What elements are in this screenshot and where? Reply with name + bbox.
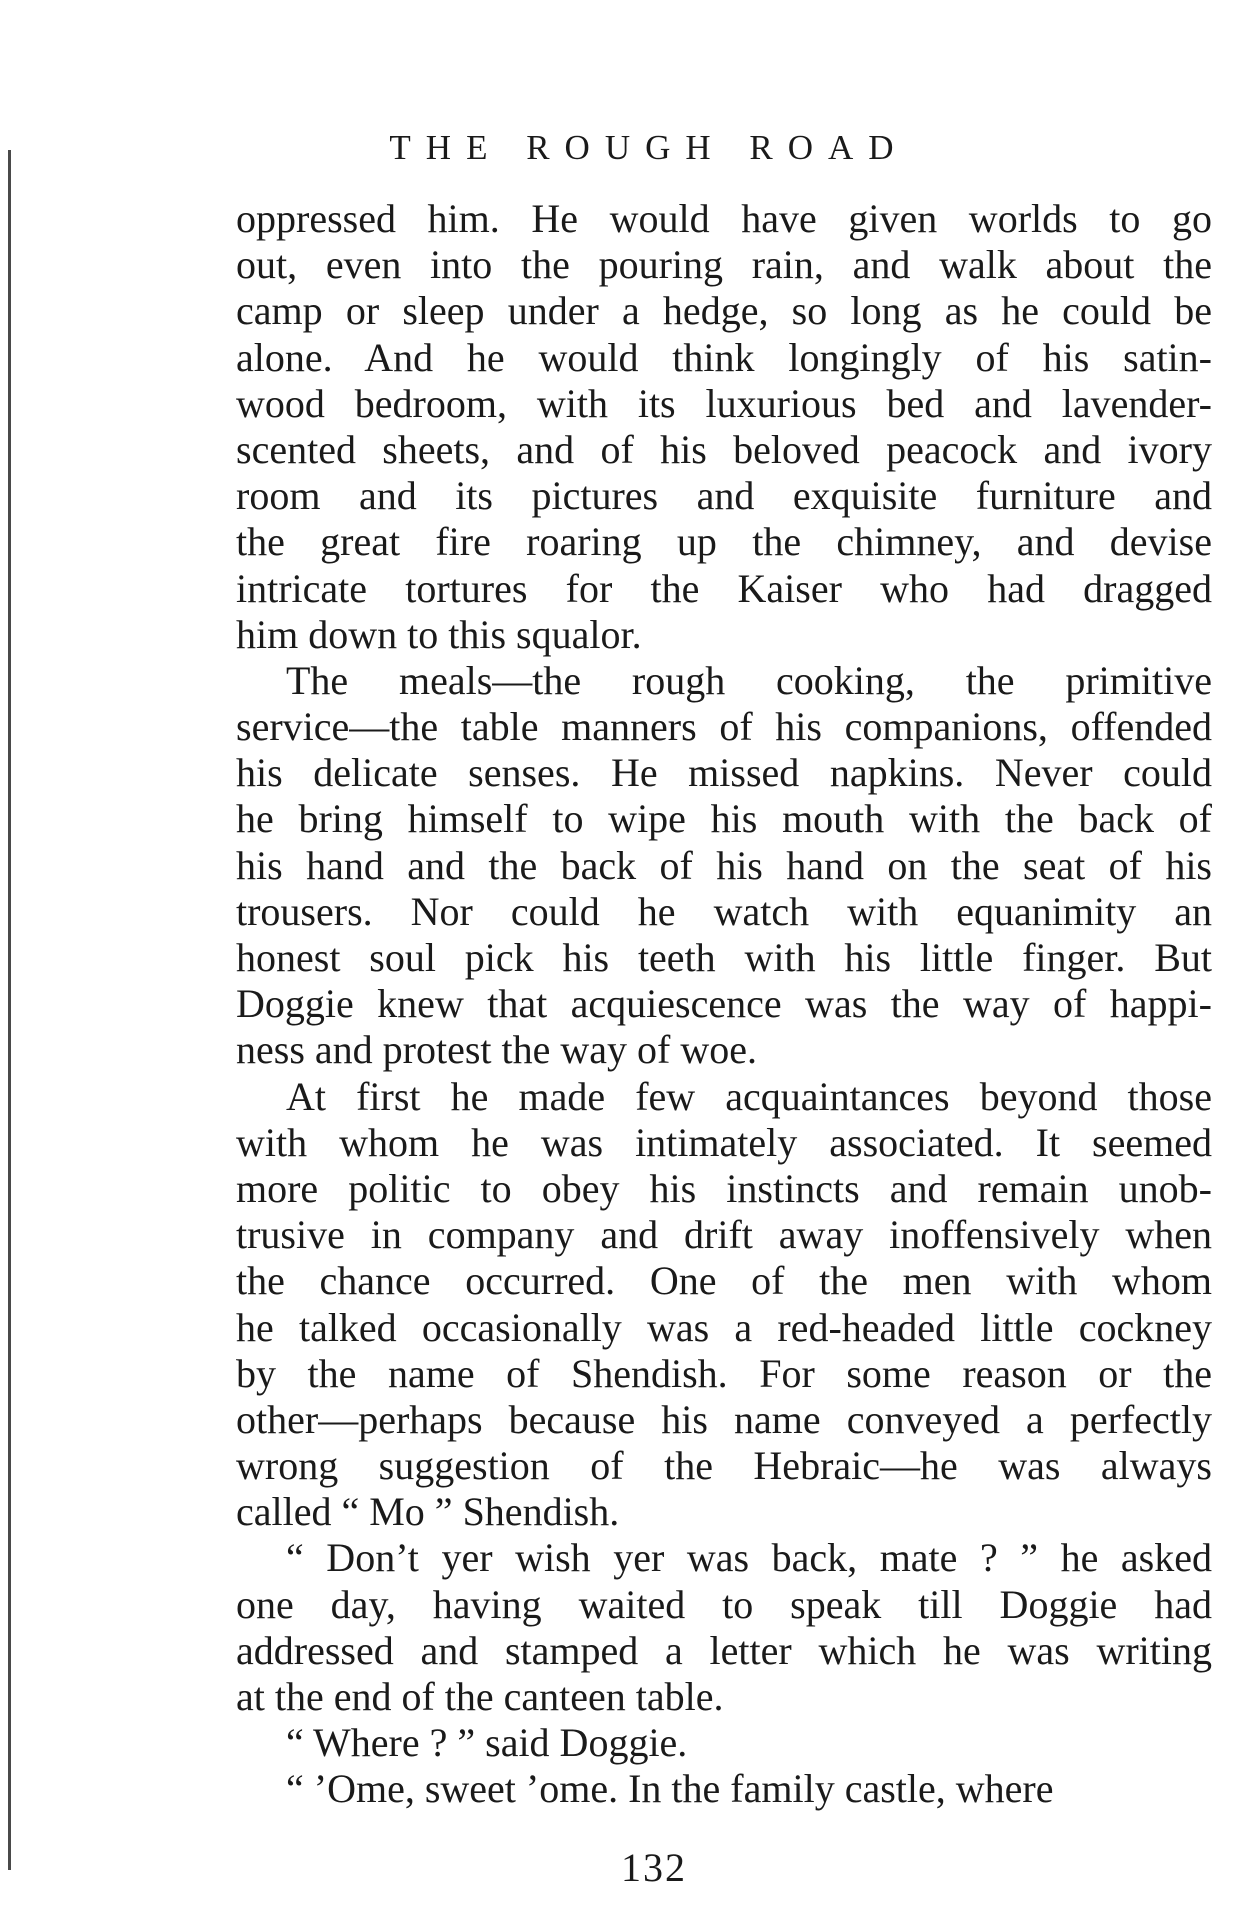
text-line: his hand and the back of his hand on the seat of his — [236, 842, 1212, 888]
text-line: he talked occasionally was a red-headed little cockney — [236, 1304, 1212, 1350]
text-line: he bring himself to wipe his mouth with the back of — [236, 796, 1212, 842]
text-line: scented sheets, and of his beloved peacock and ivory — [236, 426, 1212, 472]
paragraph — [236, 1720, 1212, 1766]
text-line: wrong suggestion of the Hebraic—he was always — [236, 1443, 1212, 1489]
paragraph — [236, 658, 1212, 1074]
text-line: “ ’Ome, sweet ’ome. In the family castle, where — [286, 1766, 1054, 1812]
text-line: “ Where ? ” said Doggie. — [286, 1720, 688, 1766]
text-line: Doggie knew that acquiescence was the way of happi- — [236, 981, 1212, 1027]
text-line: addressed and stamped a letter which he was writing — [236, 1627, 1212, 1673]
paragraph — [236, 196, 1212, 658]
text-line: at the end of the canteen table. — [236, 1674, 724, 1719]
text-line: him down to this squalor. — [236, 611, 642, 657]
text-line: more politic to obey his instincts and remain unob- — [236, 1165, 1212, 1211]
text-line: wood bedroom, with its luxurious bed and lavender- — [236, 380, 1212, 426]
paragraph — [236, 1074, 1212, 1536]
text-line: his delicate senses. He missed napkins. Never could — [236, 750, 1212, 796]
text-line: the great fire roaring up the chimney, and devise — [236, 519, 1212, 565]
text-line: the chance occurred. One of the men with whom — [236, 1258, 1212, 1304]
text-line: “ Don’t yer wish yer was back, mate ? ” he asked — [286, 1535, 1212, 1581]
text-line: by the name of Shendish. For some reason or the — [236, 1350, 1212, 1396]
text-line: intricate tortures for the Kaiser who had dragged — [236, 565, 1212, 611]
page-number: 132 — [621, 1845, 687, 1890]
text-line: with whom he was intimately associated. It seemed — [236, 1119, 1212, 1165]
text-line: other—perhaps because his name conveyed a perfectly — [236, 1396, 1212, 1442]
text-line: trousers. Nor could he watch with equanimity an — [236, 888, 1212, 934]
paragraph — [236, 1535, 1212, 1720]
text-line: ness and protest the way of woe. — [236, 1027, 757, 1073]
gutter-shadow — [8, 150, 11, 1870]
text-line: room and its pictures and exquisite furniture and — [236, 473, 1212, 519]
text-line: honest soul pick his teeth with his little finger. But — [236, 935, 1212, 980]
text-line: The meals—the rough cooking, the primitive — [286, 657, 1212, 703]
running-title: THE ROUGH ROAD — [389, 128, 909, 167]
text-line: At first he made few acquaintances beyond those — [286, 1073, 1212, 1119]
paragraph — [236, 1766, 1212, 1812]
text-line: alone. And he would think longingly of his satin- — [236, 334, 1212, 380]
text-line: called “ Mo ” Shendish. — [236, 1489, 620, 1535]
text-line: camp or sleep under a hedge, so long as he could be — [236, 288, 1212, 334]
text-line: service—the table manners of his companions, offended — [236, 704, 1212, 750]
text-line: oppressed him. He would have given worlds to go — [236, 196, 1212, 241]
text-line: out, even into the pouring rain, and walk about the — [236, 242, 1212, 288]
text-line: one day, having waited to speak till Doggie had — [236, 1581, 1212, 1627]
text-line: trusive in company and drift away inoffensively when — [236, 1212, 1212, 1258]
body-text — [236, 196, 1212, 1813]
